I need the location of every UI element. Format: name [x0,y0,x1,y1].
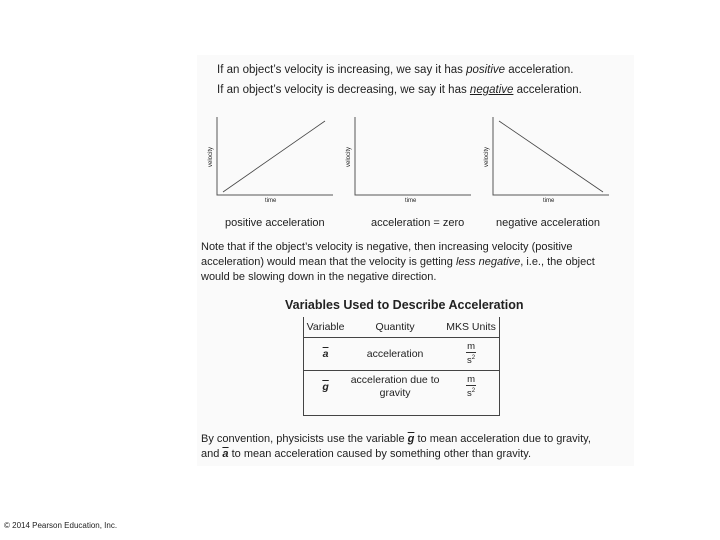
graph-xlabel: time [543,198,555,204]
velocity-line [499,121,603,192]
graph-xlabel: time [265,198,277,204]
content-panel [197,55,634,466]
caption-zero: acceleration = zero [371,217,465,229]
intro-text: If an object’s velocity is decreasing, we say it has [217,84,470,96]
graph-positive [208,117,333,204]
caption-negative: negative acceleration [496,217,600,229]
unit-exponent: 2 [471,354,476,361]
cell-quantity: acceleration due to gravity [350,374,440,399]
symbol-a: $\overline{a}$ [222,448,229,460]
convention-paragraph [201,432,626,462]
convention-line-2 [201,447,626,462]
graph-zero [346,117,471,204]
convention-text: and [201,448,223,460]
cell-quantity: acceleration [348,338,442,371]
cell-variable [303,338,348,371]
graph-plot [217,117,333,203]
header-variable: Variable [303,317,348,338]
convention-text: By convention, physicists use the variable [201,433,408,445]
graph-ylabel: velocity [484,146,490,167]
table-border-left [303,317,304,416]
unit-denominator [466,386,476,399]
unit-base: s [466,355,472,367]
convention-line-1 [201,432,626,447]
unit-numerator: m [467,340,475,352]
graph-ylabel: velocity [208,146,214,167]
cell-variable [303,371,348,404]
note-paragraph [201,240,621,285]
intro-text: acceleration. [505,64,574,76]
intro-text: acceleration. [513,84,582,96]
note-emphasis: less negative [455,256,521,268]
note-text: Note that if the object’s velocity is negative, then increasing velocity (positive acceleration) would mean that the velocity is getting [201,241,573,268]
header-units: MKS Units [442,317,500,338]
intro-emphasis: positive [466,64,506,76]
graph-axes [355,117,471,195]
unit-denominator [466,353,476,366]
intro-line-1 [217,64,573,76]
table-border-bottom [303,415,500,416]
unit-fraction [466,342,476,366]
graph-plot [355,117,471,203]
variables-table [303,317,500,403]
symbol-a: $\overline{a}$ [322,348,329,360]
graph-plot [493,117,609,203]
unit-fraction [466,375,476,399]
copyright-notice: © 2014 Pearson Education, Inc. [4,521,118,530]
caption-positive: positive acceleration [225,217,325,229]
velocity-line [223,121,325,192]
cell-units [442,371,500,404]
convention-text: to mean acceleration caused by something other than gravity. [228,448,532,460]
graph-xlabel: time [405,198,417,204]
convention-text: to mean acceleration due to gravity, [414,433,591,445]
table-header-row [303,317,500,338]
table-border-right [499,317,500,416]
graph-negative [484,117,609,204]
graph-ylabel: velocity [346,146,352,167]
note-text: , i.e., the object would be slowing down in the negative direction. [201,256,595,283]
table-title: Variables Used to Describe Acceleration [285,298,524,312]
table-row [303,338,500,371]
table-row [303,371,500,404]
cell-units [442,338,500,371]
intro-line-2 [217,84,582,96]
unit-exponent: 2 [471,387,476,394]
symbol-g: $\overline{g}$ [322,381,329,393]
symbol-g: $\overline{g}$ [407,433,415,445]
intro-emphasis: negative [469,84,514,96]
intro-text: If an object’s velocity is increasing, we say it has [217,64,467,76]
unit-numerator: m [467,373,475,385]
header-quantity: Quantity [348,317,442,338]
unit-base: s [466,388,472,400]
